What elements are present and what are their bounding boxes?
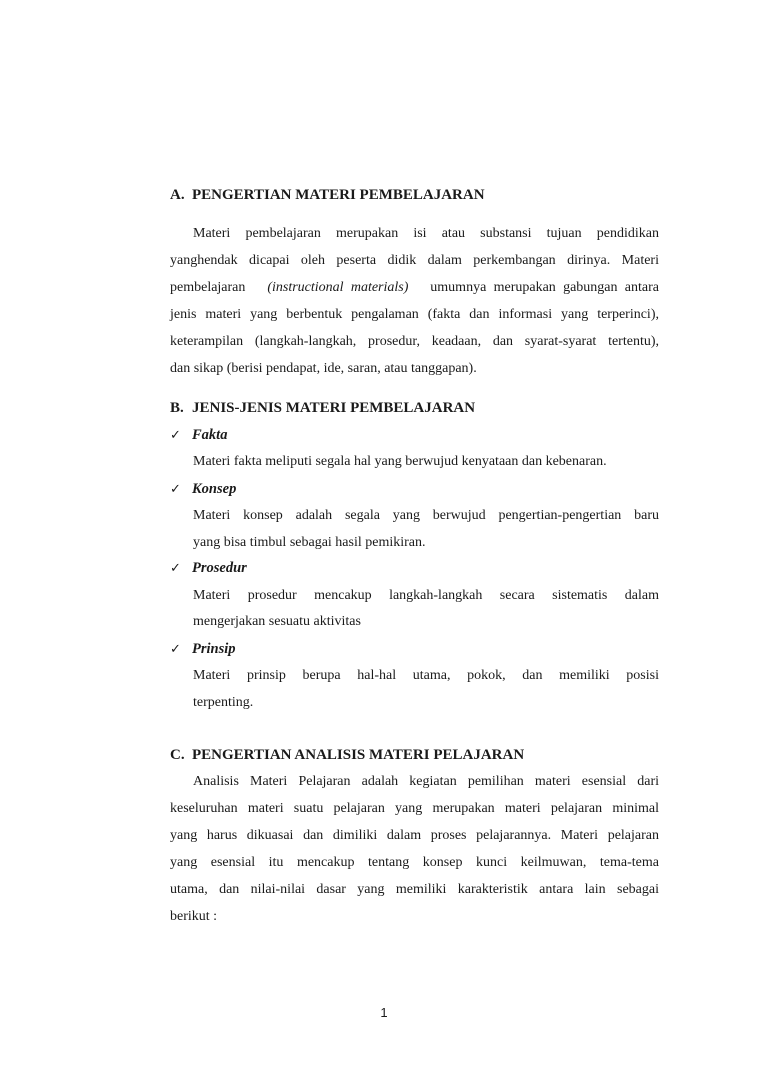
section-a-letter: A. xyxy=(170,187,185,203)
checkmark-icon: ✓ xyxy=(170,482,181,497)
term-prosedur: Prosedur xyxy=(192,560,247,576)
term-fakta: Fakta xyxy=(192,427,228,443)
section-c-line-2: keseluruhan materi suatu pelajaran yang merupakan materi pelajaran minimal xyxy=(170,801,659,816)
list-item-prinsip xyxy=(170,640,650,659)
section-c-title: PENGERTIAN ANALISIS MATERI PELAJARAN xyxy=(192,747,525,763)
prinsip-desc-line-2: terpenting. xyxy=(193,695,254,710)
section-a-line-6: dan sikap (berisi pendapat, ide, saran, atau tanggapan). xyxy=(170,361,477,376)
section-a-line-3-rest: umumnya merupakan gabungan antara xyxy=(430,280,660,295)
prosedur-desc-line-1: Materi prosedur mencakup langkah-langkah secara sistematis dalam xyxy=(193,588,659,603)
section-b-letter: B. xyxy=(170,400,184,416)
prosedur-desc-line-2: mengerjakan sesuatu aktivitas xyxy=(193,614,361,629)
section-c-line-6: berikut : xyxy=(170,909,218,924)
section-c-line-3: yang harus dikuasai dan dimiliki dalam proses pelajarannya. Materi pelajaran xyxy=(170,828,659,843)
section-a-line-2: yanghendak dicapai oleh peserta didik dalam perkembangan dirinya. Materi xyxy=(170,253,659,268)
checkmark-icon: ✓ xyxy=(170,642,181,657)
prinsip-desc-line-1: Materi prinsip berupa hal-hal utama, pokok, dan memiliki posisi xyxy=(193,668,659,683)
section-b-title: JENIS-JENIS MATERI PEMBELAJARAN xyxy=(192,400,476,416)
section-c-line-5: utama, dan nilai-nilai dasar yang memiliki karakteristik antara lain sebagai xyxy=(170,882,659,897)
section-c-letter: C. xyxy=(170,747,185,763)
page-number: 1 xyxy=(380,1005,388,1020)
checkmark-icon: ✓ xyxy=(170,561,181,576)
checkmark-icon: ✓ xyxy=(170,428,181,443)
list-item-konsep xyxy=(170,480,650,499)
section-b-heading xyxy=(170,399,670,417)
section-a-heading xyxy=(170,186,670,204)
list-item-prosedur xyxy=(170,559,650,578)
list-item-fakta xyxy=(170,426,650,445)
section-c-line-4: yang esensial itu mencakup tentang konsep kunci keilmuwan, tema-tema xyxy=(170,855,659,870)
section-a-line-5: keterampilan (langkah-langkah, prosedur, keadaan, dan syarat-syarat tertentu), xyxy=(170,334,659,349)
konsep-desc-line-1: Materi konsep adalah segala yang berwujud pengertian-pengertian baru xyxy=(193,508,659,523)
section-a-line-3-italic: (instructional materials) xyxy=(267,280,409,295)
section-a-line-4: jenis materi yang berbentuk pengalaman (fakta dan informasi yang terperinci), xyxy=(170,307,659,322)
term-konsep: Konsep xyxy=(192,481,237,497)
konsep-desc-line-2: yang bisa timbul sebagai hasil pemikiran. xyxy=(193,535,426,550)
fakta-desc-line-1: Materi fakta meliputi segala hal yang berwujud kenyataan dan kebenaran. xyxy=(193,454,607,469)
section-c-line-1: Analisis Materi Pelajaran adalah kegiatan pemilihan materi esensial dari xyxy=(193,774,659,789)
section-a-line-3 xyxy=(170,279,659,297)
section-a-line-3-prefix: pembelajaran xyxy=(170,280,246,295)
section-c-heading xyxy=(170,746,670,764)
section-a-title: PENGERTIAN MATERI PEMBELAJARAN xyxy=(192,187,485,203)
term-prinsip: Prinsip xyxy=(192,641,236,657)
section-a-line-1: Materi pembelajaran merupakan isi atau substansi tujuan pendidikan xyxy=(193,226,659,241)
